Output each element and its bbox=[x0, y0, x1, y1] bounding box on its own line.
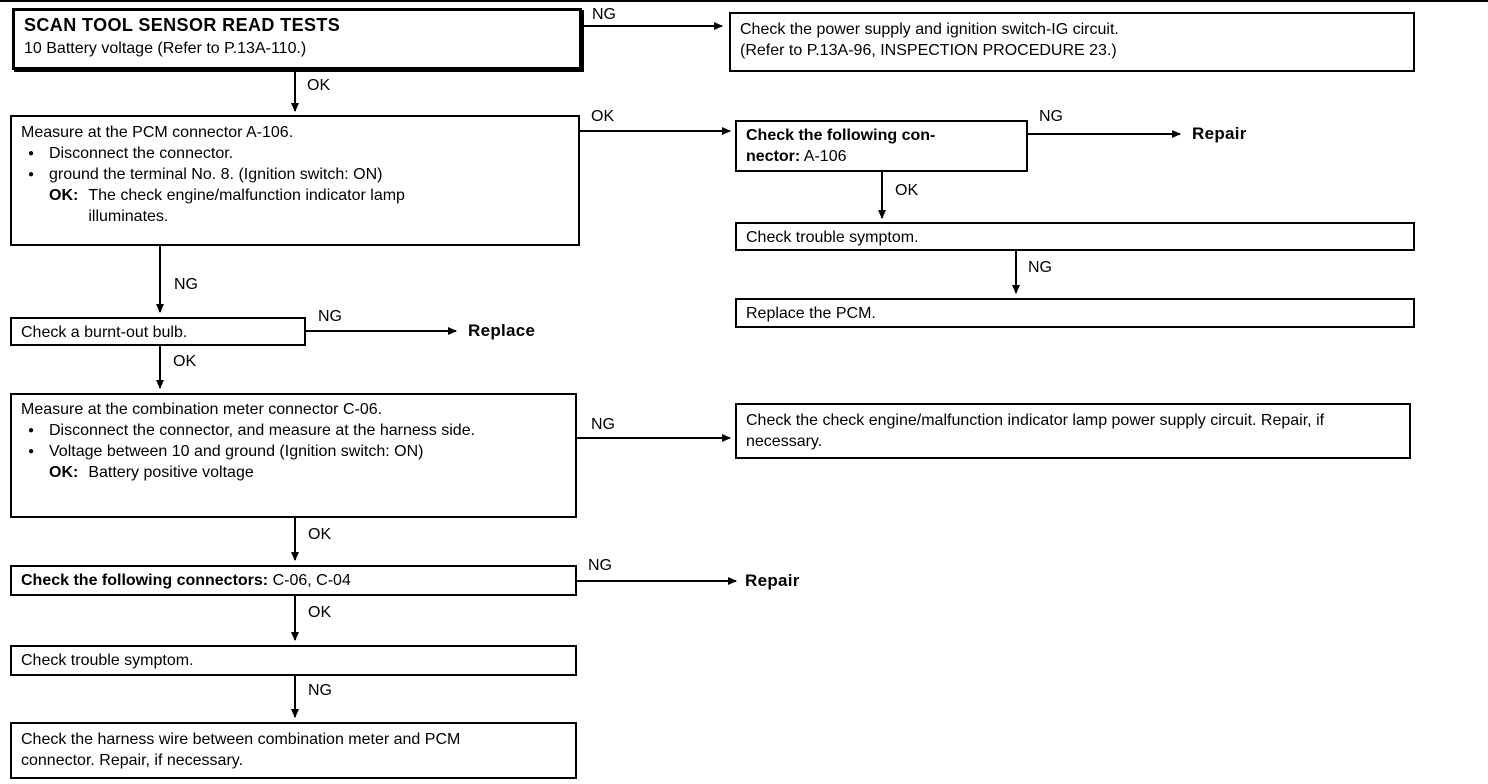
bullet-text: ground the terminal No. 8. (Ignition switch: ON) bbox=[49, 166, 383, 184]
page-top-edge bbox=[0, 0, 1488, 2]
node-text-line2-normal: A-106 bbox=[803, 148, 847, 166]
node-text: Check a burnt-out bulb. bbox=[21, 324, 188, 341]
node-check-connector-a106 bbox=[735, 120, 1028, 172]
node-text: Check the check engine/malfunction indicator lamp power supply circuit. Repair, if necessary. bbox=[746, 412, 1325, 451]
edge-label-ng: NG bbox=[316, 306, 344, 327]
terminal-repair: Repair bbox=[745, 571, 800, 590]
bullet-item bbox=[21, 420, 566, 441]
terminal-replace: Replace bbox=[468, 321, 536, 340]
ok-condition-text: The check engine/malfunction indicator lamp illuminates. bbox=[88, 187, 405, 226]
edge-label-ng: NG bbox=[589, 414, 617, 435]
node-subtitle: 10 Battery voltage (Refer to P.13A-110.) bbox=[24, 39, 307, 57]
bullet-icon: ● bbox=[28, 169, 35, 181]
node-measure-combination-meter bbox=[10, 393, 577, 518]
bullet-item bbox=[21, 143, 569, 164]
edge-label-ok: OK bbox=[306, 524, 333, 545]
edge-label-ok: OK bbox=[893, 180, 920, 201]
ok-condition-label: OK: bbox=[49, 464, 79, 482]
node-check-trouble-symptom-1 bbox=[735, 222, 1415, 251]
node-scan-tool-sensor-read-tests bbox=[12, 8, 582, 70]
node-check-lamp-power-supply bbox=[735, 403, 1411, 459]
edge-label-ng: NG bbox=[586, 555, 614, 576]
bullet-text: Voltage between 10 and ground (Ignition switch: ON) bbox=[49, 443, 424, 461]
edge-label-ng: NG bbox=[172, 274, 200, 295]
node-check-power-supply bbox=[729, 12, 1415, 72]
node-replace-pcm bbox=[735, 298, 1415, 328]
edge-label-ng: NG bbox=[1037, 106, 1065, 127]
node-text: Check the harness wire between combination meter and PCM connector. Repair, if necessary. bbox=[21, 731, 461, 770]
node-text-line2-bold: nector: bbox=[746, 148, 801, 166]
bullet-icon: ● bbox=[28, 425, 35, 437]
node-check-connectors-c06-c04 bbox=[10, 565, 577, 596]
bullet-icon: ● bbox=[28, 446, 35, 458]
node-text-bold: Check the following connectors: bbox=[21, 572, 269, 589]
edge-label-ok: OK bbox=[589, 106, 616, 127]
ok-condition-label: OK: bbox=[49, 187, 79, 205]
node-text-line2 bbox=[746, 146, 1017, 167]
node-text: Replace the PCM. bbox=[746, 305, 876, 322]
node-text-line1: Check the following con- bbox=[746, 127, 936, 144]
bullet-icon: ● bbox=[28, 148, 35, 160]
node-text-line1: Check the power supply and ignition switch-IG circuit. bbox=[740, 21, 1119, 38]
edge-label-ok: OK bbox=[305, 75, 332, 96]
ok-condition bbox=[49, 185, 569, 227]
terminal-repair: Repair bbox=[1192, 124, 1247, 143]
node-check-harness-wire bbox=[10, 722, 577, 779]
node-text-intro: Measure at the PCM connector A-106. bbox=[21, 124, 294, 141]
node-check-trouble-symptom-2 bbox=[10, 645, 577, 676]
node-text: Check trouble symptom. bbox=[746, 229, 919, 246]
node-text-line2: (Refer to P.13A-96, INSPECTION PROCEDURE 23.) bbox=[740, 42, 1117, 60]
node-text: Check trouble symptom. bbox=[21, 652, 194, 669]
bullet-item bbox=[21, 441, 566, 462]
edge-label-ng: NG bbox=[1026, 257, 1054, 278]
bullet-item bbox=[21, 164, 569, 185]
edge-label-ok: OK bbox=[306, 602, 333, 623]
bullet-text: Disconnect the connector, and measure at the harness side. bbox=[49, 422, 476, 440]
bullet-text: Disconnect the connector. bbox=[49, 145, 234, 163]
node-measure-pcm-connector bbox=[10, 115, 580, 246]
node-text-intro: Measure at the combination meter connector C-06. bbox=[21, 401, 383, 418]
edge-label-ok: OK bbox=[171, 351, 198, 372]
node-text-normal: C-06, C-04 bbox=[272, 572, 351, 589]
node-title: SCAN TOOL SENSOR READ TESTS bbox=[24, 15, 341, 35]
ok-condition bbox=[49, 462, 566, 483]
edge-label-ng: NG bbox=[590, 4, 618, 25]
ok-condition-text: Battery positive voltage bbox=[88, 464, 254, 482]
node-check-burnt-out-bulb bbox=[10, 317, 306, 346]
edge-label-ng: NG bbox=[306, 680, 334, 701]
